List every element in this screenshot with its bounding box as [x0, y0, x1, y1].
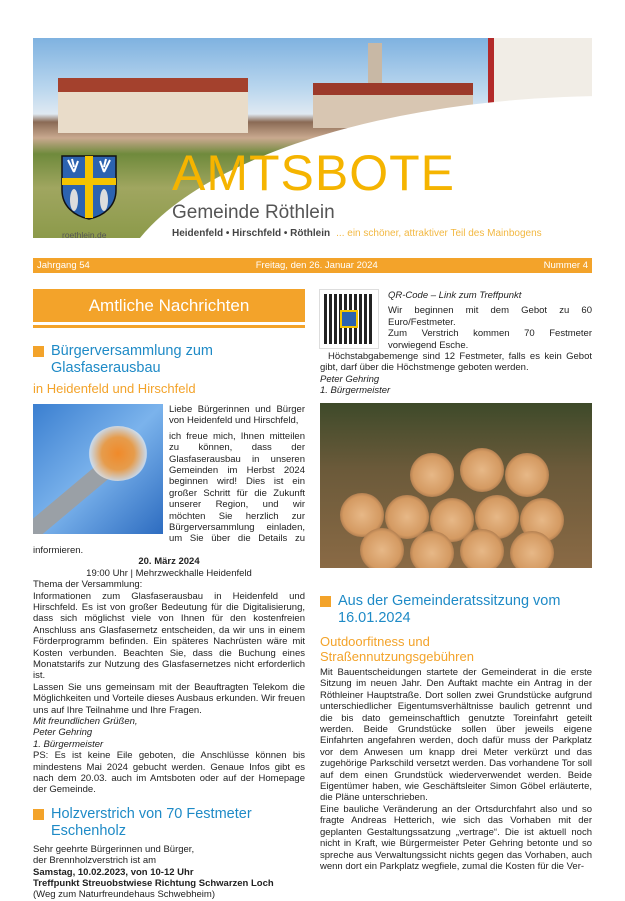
- section-divider: [33, 325, 305, 328]
- website-link[interactable]: roethlein.de: [62, 230, 107, 240]
- article-subtitle: in Heidenfeld und Hirschfeld: [33, 381, 196, 396]
- article3-body: Mit Bauentscheidungen startete der Gemeinderat in die erste Sitzung im neuen Jahr. Den Auftakt machte ein Antrag in der Röthleiner Hauptstraße. Dort sollen zwei Grundstücke aufgrund unterschiedlicher Eigentumsverhältnisse baulich getrennt und die bis dato gemeinschaftlich genutzte Toreinfahrt geteilt werden. Beide Grundstücke sollen über jeweils eigene Einfahrten angefahren werden, doch dafür muss der Parkplatz vor dem Anwesen um knapp drei Meter verkürzt und das zugehörige Parkschild versetzt werden. Das vorhandene Tor soll auf dem einen Grundstück wiederverwendet werden. Beide Eigentümer haben, wie Geschäftsleiter Simon Göbel erläuterte, die Pläne unterschrieben. Eine bauliche Veränderung an der Ortsdurchfahrt also und so fragte Andreas Hetterich, wie sich das Vorhaben mit der geplanten Gestaltungssatzung „vertrage“. Die ist aktuell noch nicht in Kraft, wie Bürgermeister Peter Gehring betonte und so spreche aus Verwaltungssicht nichts gegen das Vorhaben, auch wenn dort ein Parkplatz wegfiele, zumal die Kosten für die Ver-: [320, 667, 592, 872]
- article1-body: 20. März 2024 19:00 Uhr | Mehrzweckhalle Heidenfeld Thema der Versammlung: Informationen zum Glasfaserausbau in Heidenfeld und Hirschfeld. Es ist von großer Bedeutung für die Digitalisierung, dass sich möglichst viele von Ihnen für den kostenfreien Anschluss ans Glasfasernetz entscheiden, da wir uns in einem Förderprogramm befinden. Ein späteres Nachrüsten wäre mit Kosten verbunden. Beachten Sie, dass die Buchung eines Monatstarifs zur Nutzung des Glasfasernetzes nicht erforderlich ist. Lassen Sie uns gemeinsam mit der Beauftragten Telekom die Möglichkeiten und Vorteile dieses Ausbaus erkunden. Wir freuen uns auf Ihre Teilnahme und Ihre Fragen. Mit freundlichen Grüßen, Peter Gehring 1. Bürgermeister PS: Es ist keine Eile geboten, die Anschlüsse können bis mindestens Mai 2024 gebucht werden. Genaue Infos gibt es nach dem 20.03. auch im Amtsboten oder auf der Homepage der Gemeinde.: [33, 556, 305, 796]
- right-column-bottom: [320, 593, 592, 872]
- coat-of-arms-icon: [60, 154, 118, 220]
- municipality-name: Gemeinde Röthlein: [172, 202, 335, 223]
- newspaper-title: AMTSBOTE: [172, 145, 456, 201]
- article2-body: Sehr geehrte Bürgerinnen und Bürger, der Brennholzverstrich ist am Samstag, 10.02.2023, von 10-12 Uhr Treffpunkt Streuobstwiese Richtung Schwarzen Loch (Weg zum Naturfreundehaus Schwebheim): [33, 843, 274, 901]
- bullet-square-icon: [33, 809, 44, 820]
- firewood-photo: [320, 403, 592, 568]
- article1-intro: Liebe Bürgerinnen und Bürger von Heidenfeld und Hirschfeld, ich freue mich, Ihnen mitteilen zu können, dass der Glasfaserausbau in unseren Gemeinden im Herbst 2024 beginnen wird! Dies ist ein großer Schritt für die Zukunft unserer Region, und wir möchten Sie herzlich zur Bürgerversammlung einladen, um Sie über die Details zu informieren.: [33, 404, 305, 556]
- places-line: Heidenfeld • Hirschfeld • Röthlein: [172, 228, 331, 239]
- bullet-square-icon: [320, 596, 331, 607]
- volume: Jahrgang 54: [37, 260, 90, 271]
- issue-number: Nummer 4: [543, 260, 588, 271]
- article-title-holz: Holzverstrich von 70 Festmeter Eschenholz: [33, 806, 305, 840]
- left-column: [33, 343, 305, 901]
- section-header: Amtliche Nachrichten: [33, 289, 305, 322]
- tagline-row: [172, 228, 597, 239]
- article2-continued: QR-Code – Link zum Treffpunkt Wir beginnen mit dem Gebot zu 60 Euro/Festmeter. Zum Verstrich kommen 70 Festmeter vorwiegend Esche. Höchstabgabemenge sind 12 Festmeter, falls es kein Gebot gibt, darf über die Höchstmenge geboten werden. Peter Gehring 1. Bürgermeister: [320, 290, 592, 397]
- article-title-glasfaser: Bürgerversammlung zum Glasfaserausbau: [33, 343, 305, 377]
- bullet-square-icon: [33, 346, 44, 357]
- issue-date: Freitag, den 26. Januar 2024: [255, 260, 378, 271]
- article-title-gemeinderat: Aus der Gemeinderatssitzung vom 16.01.2024: [320, 593, 592, 627]
- issue-bar: [33, 258, 592, 273]
- qr-code[interactable]: [320, 290, 378, 348]
- article-subtitle-outdoor: Outdoorfitness und Straßennutzungsgebühren: [320, 634, 474, 664]
- fiber-cable-image: [33, 404, 163, 534]
- slogan: ... ein schöner, attraktiver Teil des Mainbogens: [336, 228, 542, 239]
